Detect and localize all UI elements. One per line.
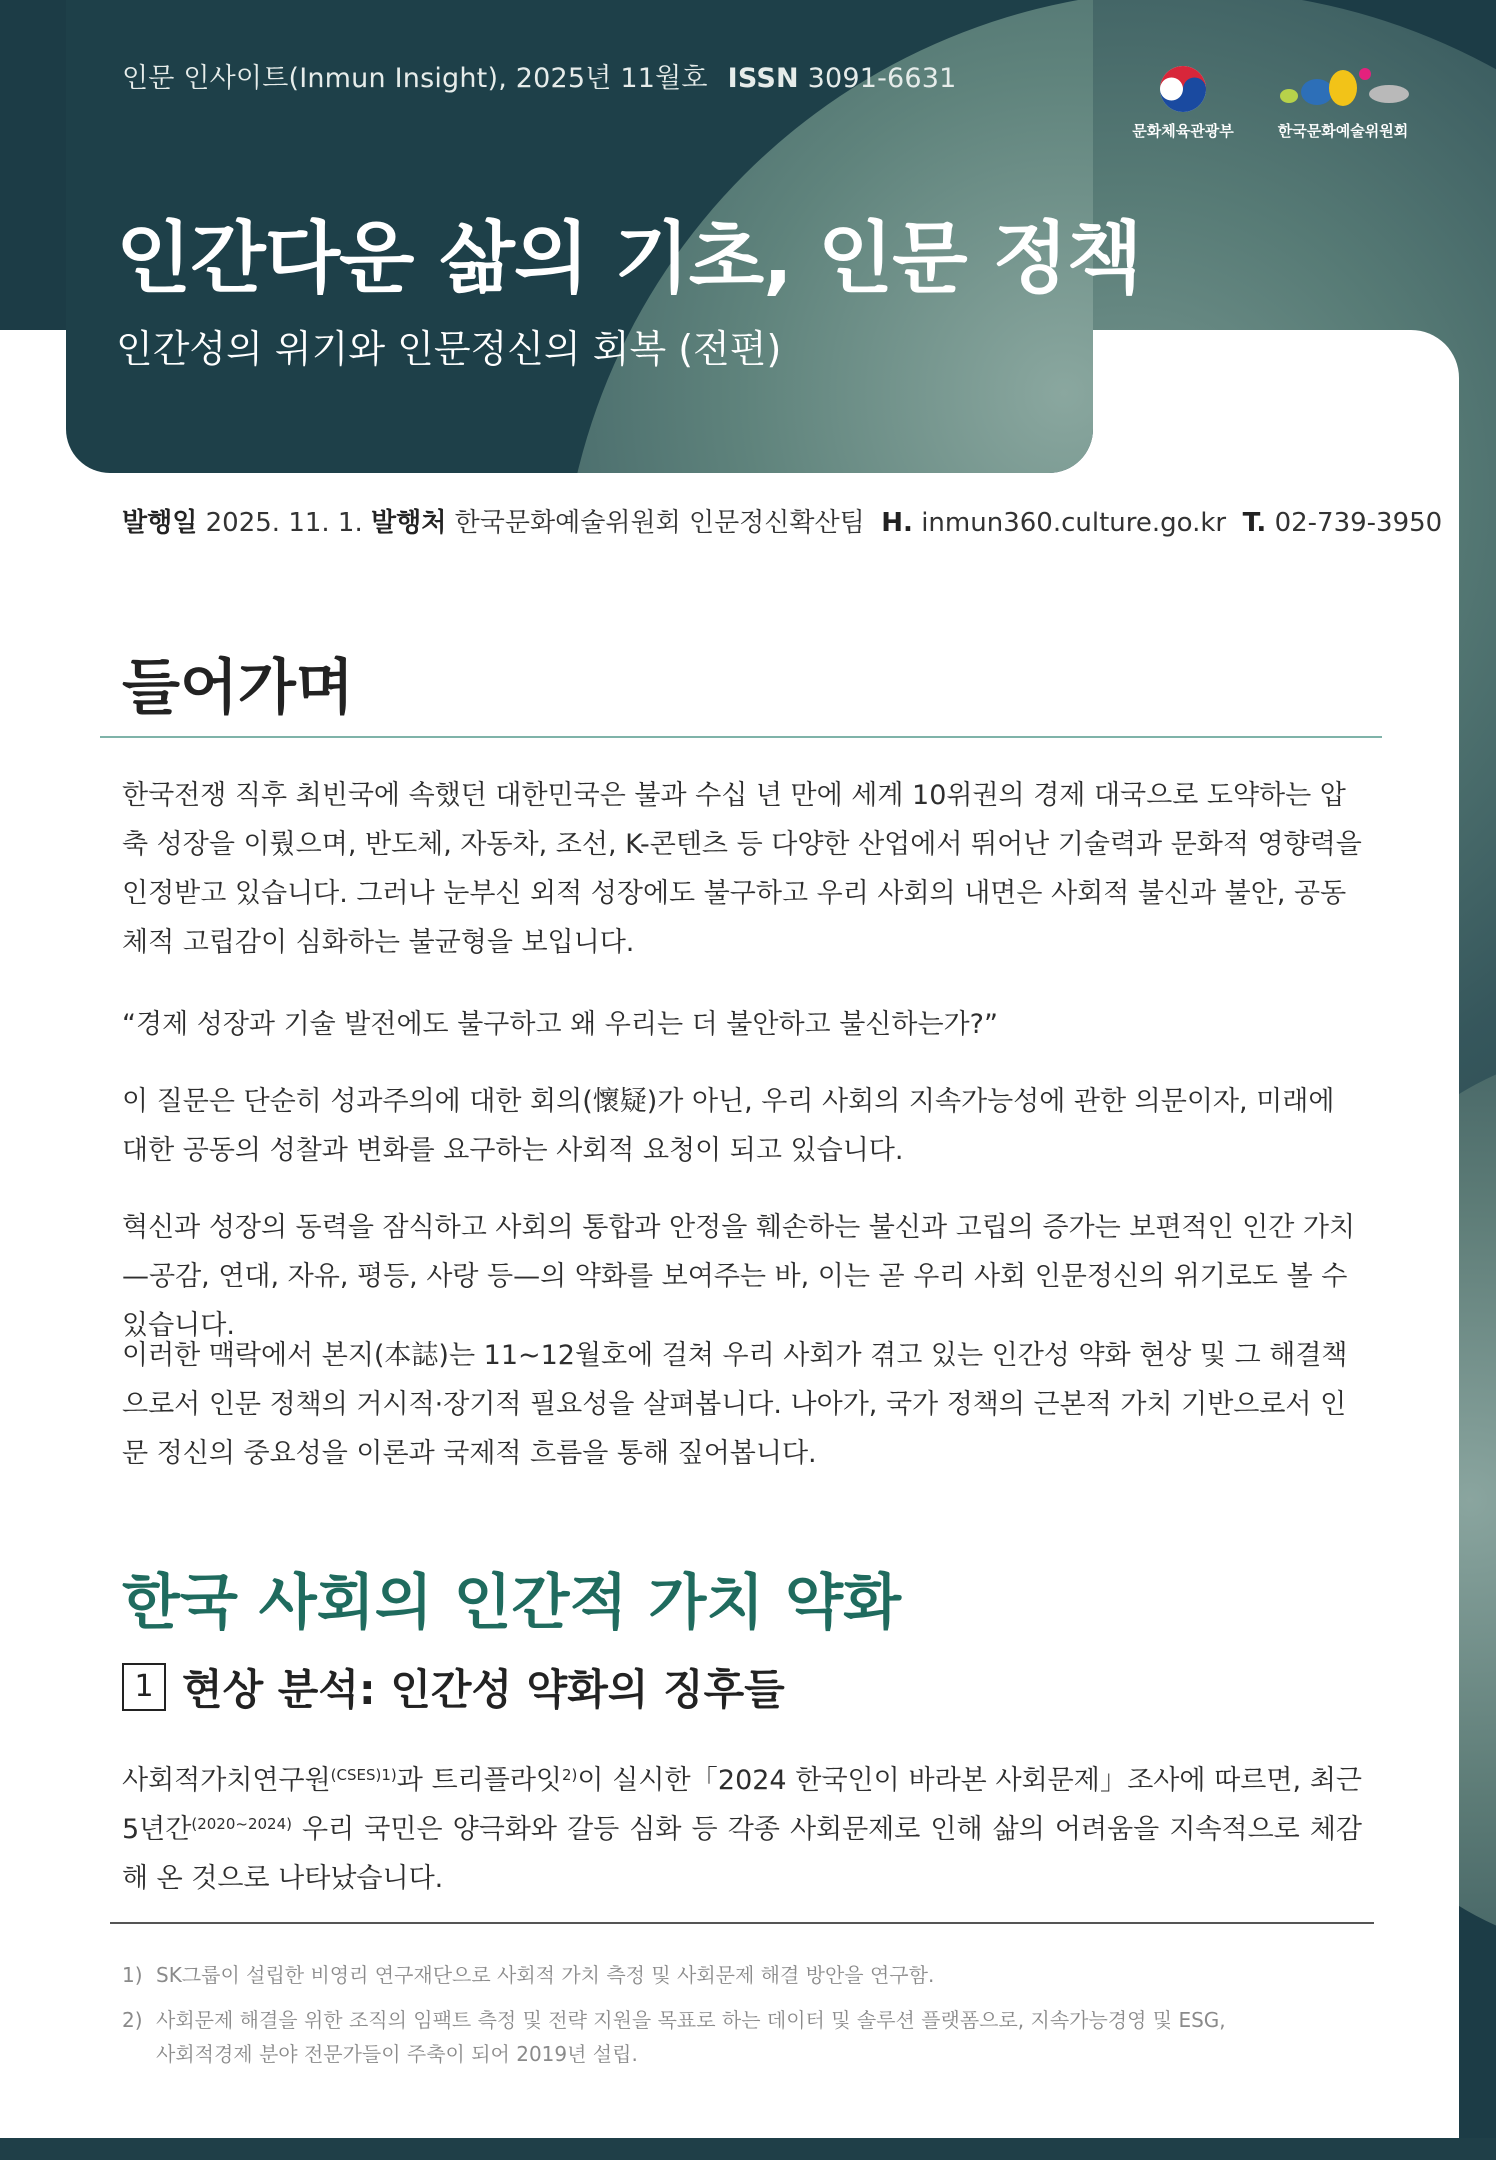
footnote-text: 사회문제 해결을 위한 조직의 임팩트 측정 및 전략 지원을 목표로 하는 데이터 및 솔루션 플랫폼으로, 지속가능경영 및 ESG, xyxy=(156,2008,1226,2032)
period-note: (2020~2024) xyxy=(191,1815,292,1833)
footnote-ref-1[interactable]: (CSES)1) xyxy=(330,1766,397,1784)
issn-label: ISSN xyxy=(727,63,799,94)
taegeuk-icon xyxy=(1158,64,1208,114)
ministry-logo xyxy=(1118,64,1248,141)
intro-paragraph-1: 한국전쟁 직후 최빈국에 속했던 대한민국은 불과 수십 년 만에 세계 10위권의 경제 대국으로 도약하는 압축 성장을 이뤘으며, 반도체, 자동차, 조선, K-콘텐츠 등 다양한 산업에서 뛰어난 기술력과 문화적 영향력을 인정받고 있습니다. 그러나 눈부신 외적 성장에도 불구하고 우리 사회의 내면은 사회적 불신과 불안, 공동체적 고립감이 심화하는 불균형을 보입니다. xyxy=(122,780,1362,958)
footnote-ref-2[interactable]: 2) xyxy=(562,1766,578,1784)
footnote-text-continued: 사회적경제 분야 전문가들이 주축이 되어 2019년 설립. xyxy=(156,2042,638,2066)
ministry-name: 문화체육관광부 xyxy=(1132,122,1234,140)
logo-group xyxy=(1118,64,1418,144)
heading-divider xyxy=(100,736,1382,738)
paragraph-text: 과 트리플라잇 xyxy=(396,1765,563,1796)
publication-info xyxy=(122,502,1442,539)
intro-paragraph-4: 혁신과 성장의 동력을 잠식하고 사회의 통합과 안정을 훼손하는 불신과 고립의 증가는 보편적인 인간 가치—공감, 연대, 자유, 평등, 사랑 등—의 약화를 보여주는 바, 이는 곧 우리 사회 인문정신의 위기로도 볼 수 있습니다. xyxy=(122,1212,1356,1341)
date-label: 발행일 xyxy=(122,508,198,538)
issn-value: 3091-6631 xyxy=(807,63,957,94)
page-subtitle: 인간성의 위기와 인문정신의 회복 (전편) xyxy=(116,327,782,371)
phone-label: T. xyxy=(1242,508,1267,538)
homepage-link[interactable]: inmun360.culture.go.kr xyxy=(921,508,1227,538)
council-name: 한국문화예술위원회 xyxy=(1277,122,1409,140)
section-paragraph xyxy=(122,1756,1362,1903)
paragraph-text: 우리 국민은 양극화와 갈등 심화 등 각종 사회문제로 인해 삶의 어려움을 지속적으로 체감해 온 것으로 나타났습니다. xyxy=(122,1814,1362,1894)
issue-text: 인문 인사이트(Inmun Insight), 2025년 11월호 xyxy=(122,63,708,94)
footnote-divider xyxy=(110,1922,1374,1924)
section-heading: 한국 사회의 인간적 가치 약화 xyxy=(122,1568,902,1638)
arko-mark-icon xyxy=(1273,64,1413,114)
homepage-label: H. xyxy=(881,508,913,538)
publication-date: 2025. 11. 1. xyxy=(205,508,363,538)
footnote-1 xyxy=(122,1958,1372,1992)
paragraph-text: 사회적가치연구원 xyxy=(122,1765,331,1796)
intro-paragraph-5: 이러한 맥락에서 본지(本誌)는 11~12월호에 걸쳐 우리 사회가 겪고 있는 인간성 약화 현상 및 그 해결책으로서 인문 정책의 거시적·장기적 필요성을 살펴봅니다. 나아가, 국가 정책의 근본적 가치 기반으로서 인문 정신의 중요성을 이론과 국제적 흐름을 통해 짚어봅니다. xyxy=(122,1340,1348,1469)
subsection-title: 현상 분석: 인간성 약화의 징후들 xyxy=(182,1665,785,1714)
subsection-heading xyxy=(122,1657,785,1717)
footnote-2 xyxy=(122,2003,1372,2071)
publisher-label: 발행처 xyxy=(371,508,447,538)
intro-heading: 들어가며 xyxy=(122,653,354,723)
subsection-number: 1 xyxy=(122,1663,166,1711)
footnote-number: 2) xyxy=(122,2008,143,2032)
council-logo xyxy=(1268,64,1418,141)
intro-paragraph-3: 이 질문은 단순히 성과주의에 대한 회의(懷疑)가 아닌, 우리 사회의 지속가능성에 관한 의문이자, 미래에 대한 공동의 성찰과 변화를 요구하는 사회적 요청이 되고 있습니다. xyxy=(122,1086,1335,1166)
paragraph-text: 이 실시한「2024 한국인이 바라본 사회문제」조사에 따르면, 최근 5년간 xyxy=(122,1765,1362,1845)
footnote-number: 1) xyxy=(122,1963,143,1987)
footnote-text: SK그룹이 설립한 비영리 연구재단으로 사회적 가치 측정 및 사회문제 해결 방안을 연구함. xyxy=(156,1963,935,1987)
page-title: 인간다운 삶의 기초, 인문 정책 xyxy=(116,214,1142,304)
publisher-name: 한국문화예술위원회 인문정신확산팀 xyxy=(454,508,865,538)
issue-line xyxy=(122,56,957,95)
intro-question: “경제 성장과 기술 발전에도 불구하고 왜 우리는 더 불안하고 불신하는가?” xyxy=(122,1009,998,1040)
phone-number: 02-739-3950 xyxy=(1274,508,1443,538)
bottom-band xyxy=(0,2138,1496,2160)
